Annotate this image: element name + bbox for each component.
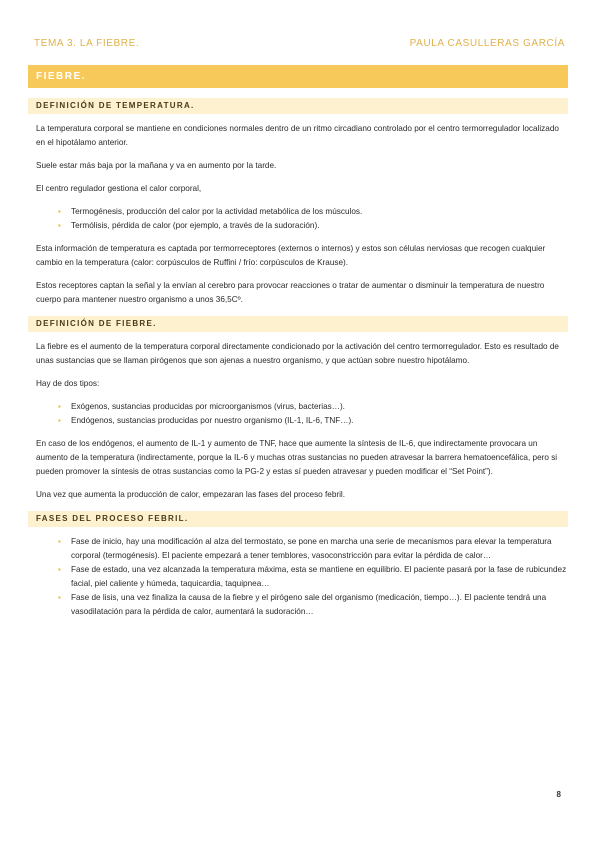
header-author: PAULA CASULLERAS GARCÍA bbox=[409, 38, 565, 49]
document-body bbox=[28, 94, 568, 628]
bullet-list bbox=[28, 400, 568, 428]
paragraph: Esta información de temperatura es captada por termorreceptores (externos o internos) y estos son células nerviosas que recogen cualquier cambio en la temperatura (calor: corpúsculos de Ruffini / frío: corpúsculos de Krause). bbox=[36, 244, 546, 267]
bullet-icon: ▪ bbox=[58, 402, 61, 411]
paragraph: En caso de los endógenos, el aumento de IL-1 y aumento de TNF, hace que aumente la síntesis de IL-6, que indirectamente provocara un aumento de la temperatura (indirectamente, porque la IL-6 y muchas otras sustancias no pueden atravesar la barrera hematoencefálica, pero si pueden promover la síntesis de otras sustancias como la PG-2 y estas sí pueden atravesar y pueden modificar el “Set Point”). bbox=[36, 439, 558, 476]
bullet-icon: ▪ bbox=[58, 416, 61, 425]
bullet-icon: ▪ bbox=[58, 207, 61, 216]
page-header bbox=[34, 38, 565, 49]
chapter-banner: FIEBRE. bbox=[28, 65, 568, 88]
section-heading-temperatura: DEFINICIÓN DE TEMPERATURA. bbox=[28, 98, 568, 114]
page-number: 8 bbox=[556, 790, 561, 799]
list-item: ▪ Termólisis, pérdida de calor (por ejemplo, a través de la sudoración). bbox=[58, 219, 568, 233]
bullet-list bbox=[28, 535, 568, 619]
paragraph: Suele estar más baja por la mañana y va en aumento por la tarde. bbox=[36, 161, 277, 170]
header-topic: TEMA 3. LA FIEBRE. bbox=[34, 38, 140, 49]
list-item: ▪ Fase de lisis, una vez finaliza la causa de la fiebre y el pirógeno sale del organismo (medicación, tiempo…). El paciente tendrá una vasodilatación para la pérdida de calor, aumentará la sudoración… bbox=[58, 593, 547, 616]
list-item: ▪ Endógenos, sustancias producidas por nuestro organismo (IL-1, IL-6, TNF…). bbox=[58, 414, 568, 428]
list-item: ▪ Termogénesis, producción del calor por la actividad metabólica de los músculos. bbox=[58, 205, 568, 219]
paragraph: Hay de dos tipos: bbox=[36, 379, 100, 388]
paragraph: El centro regulador gestiona el calor corporal, bbox=[36, 184, 202, 193]
bullet-icon: ▪ bbox=[58, 593, 61, 602]
paragraph: Una vez que aumenta la producción de calor, empezaran las fases del proceso febril. bbox=[36, 490, 346, 499]
list-item: ▪ Exógenos, sustancias producidas por microorganismos (virus, bacterias…). bbox=[58, 400, 568, 414]
paragraph: La temperatura corporal se mantiene en condiciones normales dentro de un ritmo circadiano controlado por el centro termorregulador localizado en el hipotálamo anterior. bbox=[36, 124, 559, 147]
bullet-icon: ▪ bbox=[58, 221, 61, 230]
paragraph: Estos receptores captan la señal y la envían al cerebro para provocar reacciones o tratar de aumentar o disminuir la temperatura de nuestro cuerpo para mantener nuestro organismo a unos 36,5Cº. bbox=[36, 281, 545, 304]
bullet-list bbox=[28, 205, 568, 233]
section-heading-fiebre: DEFINICIÓN DE FIEBRE. bbox=[28, 316, 568, 332]
bullet-icon: ▪ bbox=[58, 537, 61, 546]
bullet-icon: ▪ bbox=[58, 565, 61, 574]
section-heading-fases: FASES DEL PROCESO FEBRIL. bbox=[28, 511, 568, 527]
paragraph: La fiebre es el aumento de la temperatura corporal directamente condicionado por la activación del centro termorregulador. Esto es resultado de unas sustancias que se llaman pirógenos que son ajenas a nuestro organismo, y que actúan sobre nuestro hipotálamo. bbox=[36, 342, 559, 365]
list-item: ▪ Fase de inicio, hay una modificación al alza del termostato, se pone en marcha una serie de mecanismos para elevar la temperatura corporal (termogénesis). El paciente empezará a tener temblores, vasoconstricción para evitar la pérdida de calor… bbox=[58, 537, 552, 560]
list-item: ▪ Fase de estado, una vez alcanzada la temperatura máxima, esta se mantiene en equilibrio. El paciente pasará por la fase de rubicundez facial, piel caliente y húmeda, taquicardia, taquipnea… bbox=[58, 565, 567, 588]
